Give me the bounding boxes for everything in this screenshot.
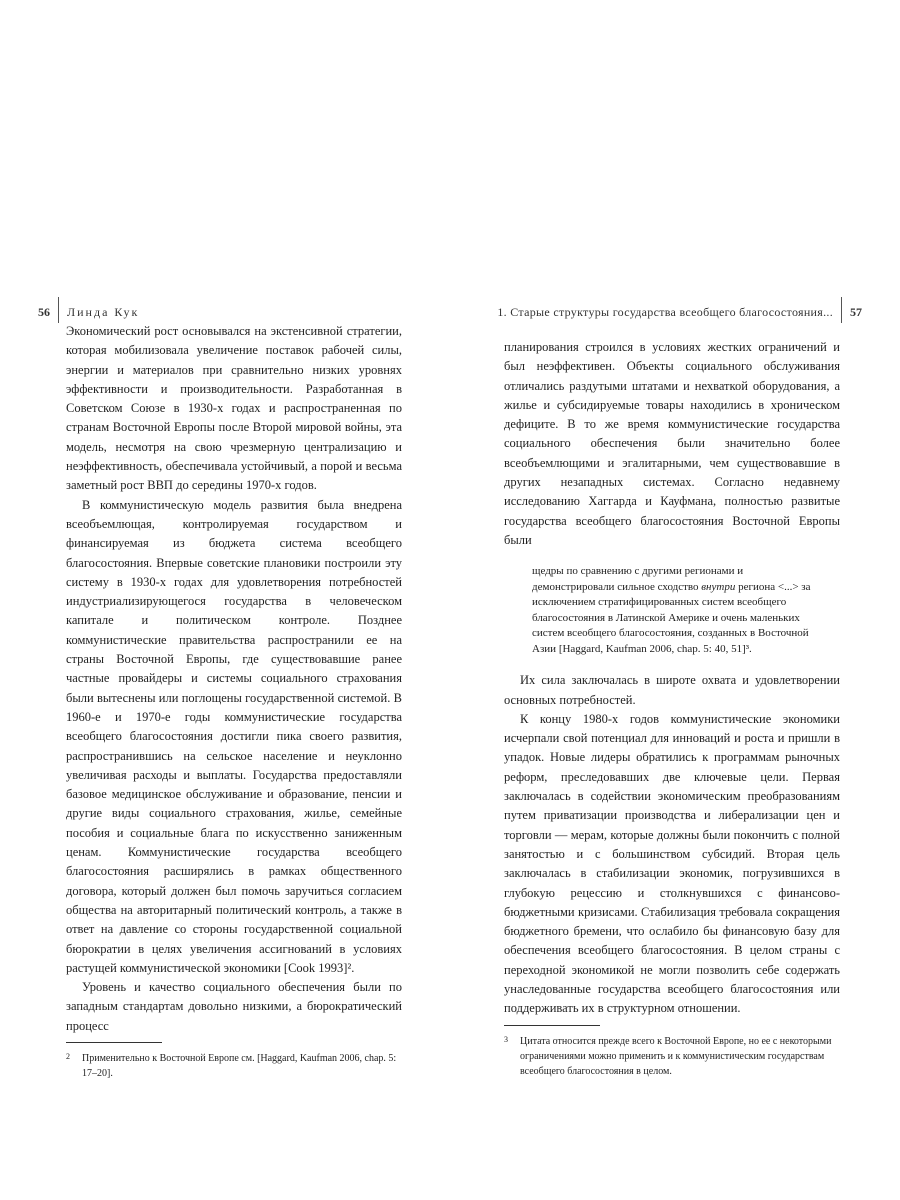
- footnote-marker: 3: [504, 1034, 508, 1044]
- header-divider: [58, 297, 59, 323]
- paragraph: Уровень и качество социального обеспечения были по западным стандартам довольно низкими, а бюрократический процесс: [66, 980, 402, 1033]
- right-page: [450, 0, 900, 1200]
- footnote-text: Применительно к Восточной Европе см. [Haggard, Kaufman 2006, chap. 5: 17–20].: [82, 1052, 397, 1079]
- quote-italic: внутри: [701, 580, 736, 593]
- paragraph: Экономический рост основывался на экстенсивной стратегии, которая мобилизовала увеличение поставок рабочей силы, энергии и материалов при сравнительно низких уровнях эффективности и производительности. Разработанная в Советском Союзе в 1930-х годах и распространенная по странам Восточной Европы после Второй мировой войны, эта модель, несмотря на свою чрезмерную централизацию и неэффективность, обеспечивала устойчивый, а порой и весьма заметный рост ВВП до середины 1970-х годов.: [66, 324, 402, 493]
- right-running-head: [497, 300, 862, 326]
- footnote-2: [66, 1051, 402, 1081]
- right-page-number: 57: [850, 304, 862, 319]
- right-body-text: [504, 338, 840, 1079]
- quote-text-1: щедры по сравнению с другими регионами и демонстрировали сильное сходство: [532, 565, 744, 593]
- block-quote: [532, 564, 828, 657]
- paragraph: планирования строился в условиях жестких ограничений и был неэффективен. Объекты социального обслуживания отличались раздутыми штатами и нехваткой оборудования, а жилье и субсидируемые товары находились в хроническом дефиците. В то же время коммунистические государства социального обеспечения были значительно более всеобъемлющими и эгалитарными, чем существовавшие в других незападных системах. Согласно недавнему исследованию Хаггарда и Кауфмана, полностью развитые государства всеобщего благосостояния Восточной Европы были: [504, 340, 840, 547]
- header-divider: [841, 297, 842, 323]
- footnote-rule: [66, 1042, 162, 1043]
- footnote-rule: [504, 1025, 600, 1026]
- footnote-text: Цитата относится прежде всего к Восточной Европе, но ее с некоторыми ограничениями можно применить и к коммунистическим государствам всеобщего благосостояния в целом.: [520, 1035, 832, 1077]
- left-author-title: Линда Кук: [67, 304, 140, 319]
- paragraph: К концу 1980-х годов коммунистические экономики исчерпали свой потенциал для инноваций и роста и пришли в упадок. Новые лидеры обратились к программам рыночных реформ, преследовавших две ключевые цели. Первая заключалась в содействии экономическим преобразованиям путем приватизации производства и либерализации цен и торговли — мерам, которые должны были покончить с полной занятостью и с большинством субсидий. Вторая цель заключалась в стабилизации экономик, погрузившихся в глубокую рецессию и столкнувшихся с финансово-бюджетными кризисами. Стабилизация требовала сокращения бюджетного бремени, что ослабило бы финансовую базу для обеспечения всеобщего благосостояния. В целом страны с переходной экономикой не могли позволить себе содержать унаследованные государства всеобщего благосостояния или поддерживать их в структурном отношении.: [504, 711, 840, 1016]
- paragraph: В коммунистическую модель развития была внедрена всеобъемлющая, контролируемая государством и финансируемая из бюджета система всеобщего благосостояния. Впервые советские плановики построили эту систему в 1930-х годах для удовлетворения потребностей индустриализирующегося государства в человеческом капитале и политическом контроле. Позднее коммунистические правительства распространили ее на страны Восточной Европы, где существовавшие ранее частные провайдеры и системы социального страхования были вытеснены или поглощены государственной системой. В 1960-е и 1970-е годы коммунистические государства всеобщего благосостояния достигли пика своего развития, распространившись на сельское население и неуклонно увеличивая расходы и выплаты. Государства предоставляли базовое медицинское обслуживание и образование, пенсии и другие виды социального страхования, жилье, семейные пособия и социальные блага по искусственно заниженным ценам. Коммунистические государства всеобщего благосостояния расширялись в рамках общественного договора, который должен был помочь заручиться согласием общества на авторитарный политический контроль, а также в ответ на давление со стороны государственной социальной бюрократии в целях увеличения ассигнований в условиях растущей коммунистической экономики [Cook 1993]².: [66, 497, 402, 975]
- footnote-3: [504, 1034, 840, 1079]
- footnote-marker: 2: [66, 1051, 70, 1061]
- quote-text-2: региона <...> за исключением стратифицированных систем всеобщего благосостояния в Латинской Америке и очень маленьких систем всеобщего благосостояния, созданных в Восточной Азии [Haggard, Kaufman 2006, chap. 5: 40, 51]³.: [532, 580, 811, 655]
- left-page-number: 56: [38, 304, 50, 319]
- left-body-text: [66, 322, 402, 1081]
- chapter-title: 1. Старые структуры государства всеобщего благосостояния...: [497, 304, 833, 319]
- paragraph: Их сила заключалась в широте охвата и удовлетворении основных потребностей.: [504, 673, 840, 707]
